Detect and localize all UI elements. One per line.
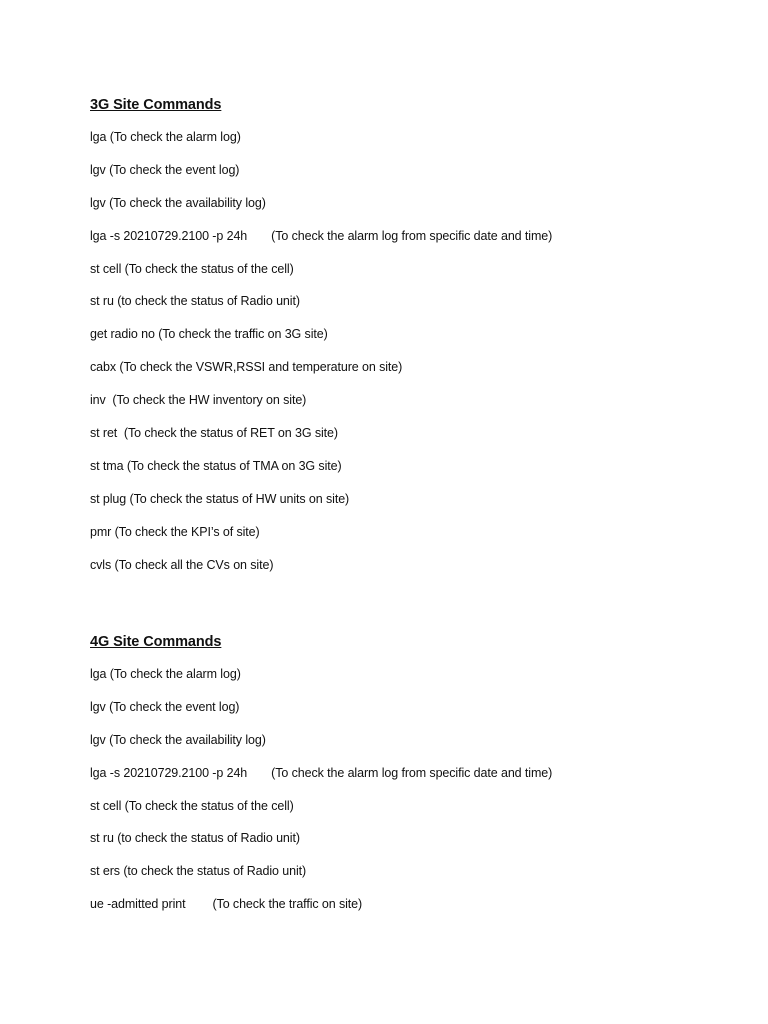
command-description: (To check the alarm log) (109, 130, 241, 144)
section-heading: 4G Site Commands (90, 634, 222, 650)
command-text: get radio no (90, 327, 155, 342)
command-text: cabx (90, 360, 117, 375)
command-text: lgv (90, 162, 106, 177)
command-item (90, 730, 730, 750)
command-item (90, 456, 730, 476)
command-item (90, 226, 730, 246)
command-list (90, 127, 730, 575)
command-text: st ret (90, 426, 118, 441)
command-text: lga -s 20210729.2100 -p 24h (90, 228, 248, 243)
command-description: (To check the VSWR,RSSI and temperature on site) (119, 360, 403, 375)
command-item (90, 697, 730, 717)
command-item (90, 828, 730, 848)
command-item (90, 763, 730, 783)
command-description: (To check the status of HW units on site) (129, 491, 350, 506)
command-item (90, 555, 730, 575)
command-description: (To check the status of the cell) (124, 261, 294, 276)
command-text: lga (90, 130, 107, 144)
section-3g-commands (90, 95, 730, 587)
section-4g-commands (90, 632, 730, 927)
command-item (90, 193, 730, 213)
command-description: (To check the alarm log from specific date and time) (271, 765, 553, 780)
command-item (90, 291, 730, 311)
command-text: lga (90, 667, 107, 681)
command-description: (To check the HW inventory on site) (109, 393, 307, 408)
command-text: pmr (90, 524, 112, 539)
command-description: (To check the alarm log from specific date and time) (271, 228, 553, 243)
command-text: st plug (90, 491, 127, 506)
command-description: (To check the status of the cell) (124, 798, 294, 813)
command-list (90, 664, 730, 914)
command-text: lgv (90, 732, 106, 747)
command-text: st ru (90, 294, 114, 309)
command-description: (To check the KPI’s of site) (114, 524, 260, 539)
command-text: st cell (90, 261, 122, 276)
command-item (90, 357, 730, 377)
command-item (90, 259, 730, 279)
command-item (90, 489, 730, 509)
command-text: inv (90, 393, 106, 408)
command-description: (To check the availability log) (109, 732, 266, 747)
command-description: (To check all the CVs on site) (114, 557, 274, 572)
command-item (90, 522, 730, 542)
command-item (90, 796, 730, 816)
command-description: (to check the status of Radio unit) (117, 831, 300, 846)
command-text: st ru (90, 831, 114, 846)
command-text: st ers (90, 864, 120, 879)
command-text: st tma (90, 458, 124, 473)
command-description: (To check the traffic on 3G site) (158, 327, 328, 342)
command-item (90, 390, 730, 410)
command-description: (to check the status of Radio unit) (123, 864, 307, 879)
command-text: lga -s 20210729.2100 -p 24h (90, 765, 248, 780)
command-item (90, 423, 730, 443)
section-heading: 3G Site Commands (90, 97, 222, 113)
command-description: (To check the availability log) (109, 195, 266, 210)
command-text: ue -admitted print (90, 897, 186, 912)
command-text: cvls (90, 557, 112, 572)
command-description: (To check the alarm log) (109, 667, 241, 681)
command-item (90, 894, 730, 914)
command-description: (To check the traffic on site) (212, 897, 363, 912)
command-description: (To check the event log) (109, 699, 240, 714)
command-description: (To check the status of RET on 3G site) (120, 426, 338, 441)
command-text: lgv (90, 699, 106, 714)
command-description: (to check the status of Radio unit) (117, 294, 300, 309)
command-item (90, 127, 730, 147)
command-item (90, 664, 730, 684)
command-text: lgv (90, 195, 106, 210)
command-description: (To check the status of TMA on 3G site) (126, 458, 342, 473)
command-item (90, 324, 730, 344)
command-item (90, 861, 730, 881)
command-text: st cell (90, 798, 122, 813)
command-description: (To check the event log) (109, 162, 240, 177)
command-item (90, 160, 730, 180)
